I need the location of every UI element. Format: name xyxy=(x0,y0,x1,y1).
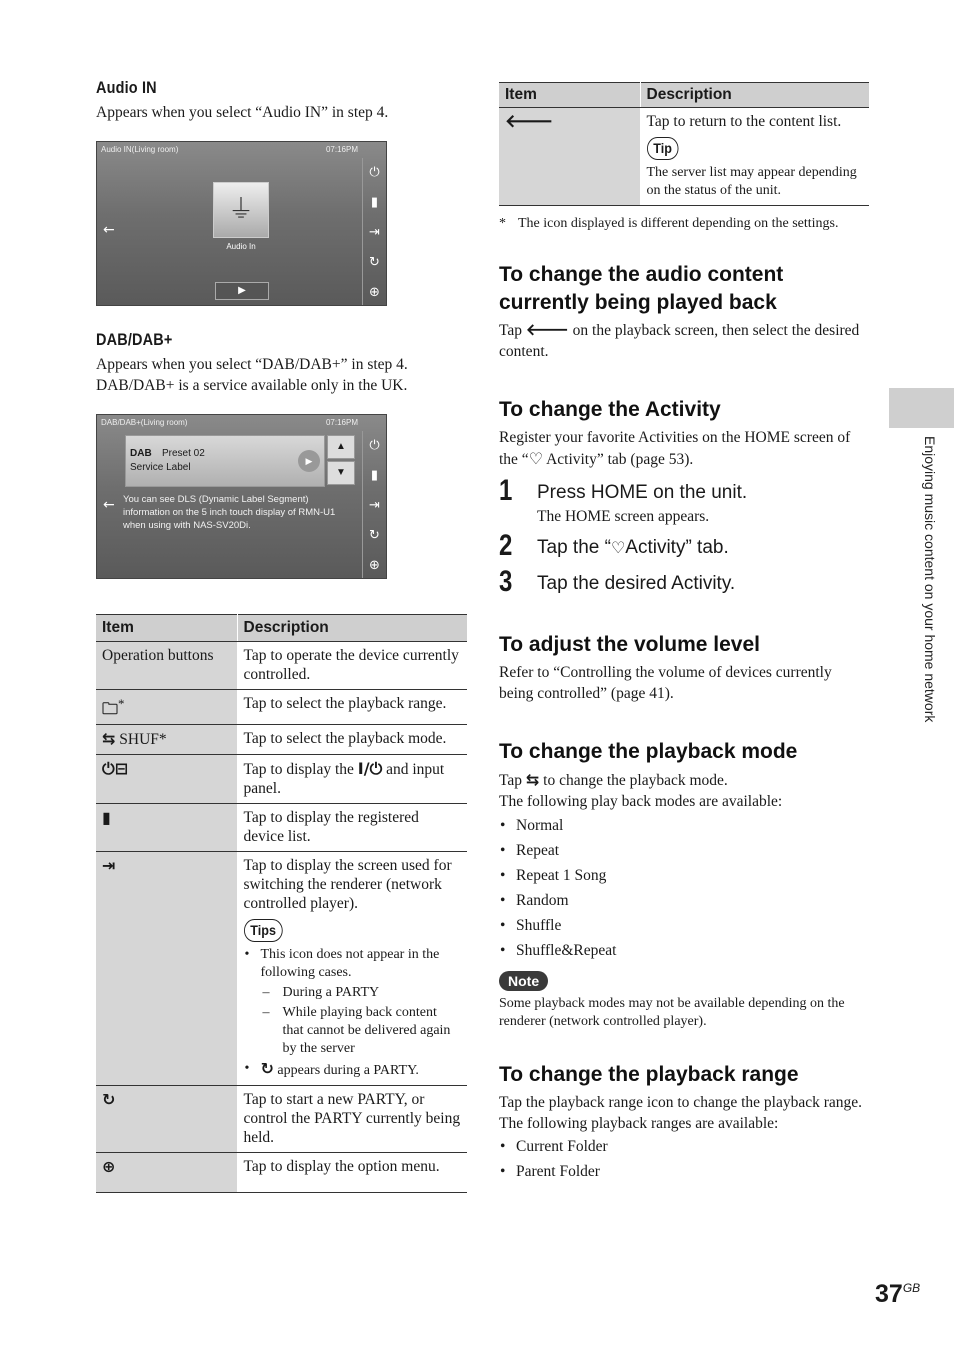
list-item: • ↻ appears during a PARTY. xyxy=(244,1060,462,1080)
activity-text: Register your favorite Activities on the HOME screen of the “♡ Activity” tab (page 53). xyxy=(499,429,851,468)
list-item: • Shuffle&Repeat xyxy=(499,938,869,963)
note-text: Some playback modes may not be available depending on the renderer (network controlled player). xyxy=(499,996,845,1029)
renderer-icon: ⇥ xyxy=(102,856,116,876)
list-item: • Parent Folder xyxy=(499,1159,869,1184)
audio-in-icon: ⏚ xyxy=(213,182,269,238)
playback-range-heading: To change the playback range xyxy=(499,1063,799,1086)
back-arrow-icon[interactable]: ← xyxy=(103,497,115,513)
audio-content-text: Tap 🡐 on the playback screen, then select the desired content. xyxy=(499,320,860,360)
row-item: * xyxy=(118,696,125,711)
device-list-icon[interactable]: ▮ xyxy=(370,195,379,210)
audio-content-heading: To change the audio content currently being played back xyxy=(499,263,784,314)
tip-badge: Tip xyxy=(647,137,678,160)
preset-up-button[interactable]: ▲ xyxy=(327,435,355,459)
row-desc: Tap to operate the device currently controlled. xyxy=(237,642,467,690)
list-item: • Current Folder xyxy=(499,1134,869,1159)
footnote: * The icon displayed is different depending on the settings. xyxy=(499,216,839,231)
left-column xyxy=(96,78,468,123)
party-icon: ↻ xyxy=(102,1090,116,1110)
table-row xyxy=(96,804,467,852)
playback-mode-list xyxy=(499,813,869,963)
section-tab-label: Enjoying music content on your home network xyxy=(922,436,938,723)
dab-screenshot xyxy=(96,414,387,579)
dab-play-button[interactable]: ▶ xyxy=(298,450,320,472)
dab-text: Appears when you select “DAB/DAB+” in step 4. DAB/DAB+ is a service available only in the UK. xyxy=(96,356,408,394)
playback-range-text: Tap the playback range icon to change the playback range. xyxy=(499,1094,863,1111)
tip-text: The server list may appear depending on the status of the unit. xyxy=(646,165,857,198)
row-item: Operation buttons xyxy=(96,642,237,690)
row-desc: Tap to start a new PARTY, or control the PARTY currently being held. xyxy=(237,1086,467,1153)
row-desc: Tap to display the screen used for switching the renderer (network controlled player). xyxy=(243,857,452,913)
renderer-icon[interactable]: ⇥ xyxy=(369,225,380,240)
shuffle-icon: ⇆ xyxy=(525,770,540,789)
back-arrow-icon[interactable]: ← xyxy=(103,222,115,238)
row-desc: Tap to select the playback mode. xyxy=(237,725,467,755)
dab-preset: Preset 02 xyxy=(162,448,205,459)
activity-heading: To change the Activity xyxy=(499,398,721,421)
row-desc: Tap to display the option menu. xyxy=(237,1153,467,1193)
screen-time: 07:16PM xyxy=(325,418,358,427)
dab-station-panel xyxy=(125,435,325,487)
option-icon[interactable]: ⊕ xyxy=(369,285,380,300)
table-row xyxy=(96,690,467,725)
audio-in-heading: Audio IN xyxy=(96,78,157,97)
folder-icon: 🗀 xyxy=(102,699,119,719)
screen-title: Audio IN(Living room) xyxy=(101,145,179,154)
note-badge: Note xyxy=(499,971,548,991)
audio-in-text: Appears when you select “Audio IN” in step 4. xyxy=(96,104,389,121)
table-row xyxy=(499,108,869,206)
party-renderer-icon: ↻ xyxy=(260,1059,274,1079)
option-icon[interactable]: ⊕ xyxy=(369,558,380,573)
option-menu-icon: ⊕ xyxy=(102,1157,116,1177)
list-item: • Normal xyxy=(499,813,869,838)
screen-title: DAB/DAB+(Living room) xyxy=(101,418,188,427)
playback-mode-text: Tap ⇆ to change the playback mode. xyxy=(499,770,728,789)
renderer-icon[interactable]: ⇥ xyxy=(369,498,380,513)
col-item-header: Item xyxy=(499,83,640,108)
list-item: • Repeat 1 Song xyxy=(499,863,869,888)
heart-icon: ♡ xyxy=(610,538,626,557)
device-list-icon: ▮ xyxy=(102,808,111,828)
step-3: 3 Tap the desired Activity. xyxy=(499,565,736,598)
device-list-icon[interactable]: ▮ xyxy=(370,468,379,483)
play-button[interactable]: ▶ xyxy=(215,282,269,300)
col-desc-header: Description xyxy=(237,615,467,642)
volume-text: Refer to “Controlling the volume of devices currently being controlled” (page 41). xyxy=(499,664,832,702)
table-row xyxy=(96,755,467,804)
step-2: 2 Tap the “♡Activity” tab. xyxy=(499,529,729,562)
dab-service: Service Label xyxy=(130,462,191,473)
dab-section xyxy=(96,330,468,396)
table-row xyxy=(96,1086,467,1153)
row-desc: Tap to select the playback range. xyxy=(237,690,467,725)
right-column xyxy=(499,82,869,1184)
row-desc: Tap to return to the content list. xyxy=(646,113,842,130)
power-input-icon[interactable]: ⏻ xyxy=(369,165,380,180)
back-arrow-icon: 🡐 xyxy=(525,320,569,339)
left-item-table xyxy=(96,614,467,1193)
table-row xyxy=(96,1153,467,1193)
heart-icon: ♡ xyxy=(528,449,544,468)
tips-badge: Tips xyxy=(244,919,282,942)
list-item: • This icon does not appear in the following cases. – During a PARTY – While playing back content that cannot be delivered again by the server xyxy=(244,946,462,1058)
row-desc-end: and input panel. xyxy=(243,761,445,798)
playback-range-list xyxy=(499,1134,869,1184)
dab-dls-text: You can see DLS (Dynamic Label Segment) information on the 5 inch touch display of RMN-U1 when using with NAS-SV20Di. xyxy=(123,494,336,531)
party-icon[interactable]: ↻ xyxy=(369,528,380,543)
col-desc-header: Description xyxy=(640,83,869,108)
back-arrow-icon: 🡐 xyxy=(505,111,554,132)
right-item-table xyxy=(499,82,869,206)
section-tab xyxy=(889,388,954,428)
screen-time: 07:16PM xyxy=(325,145,358,154)
party-icon[interactable]: ↻ xyxy=(369,255,380,270)
row-item: SHUF* xyxy=(119,731,167,749)
power-standby-icon: I/⏻ xyxy=(357,759,383,779)
table-row xyxy=(96,852,467,1086)
row-desc: Tap to display the registered device list. xyxy=(237,804,467,852)
power-input-icon: ⏻⊟ xyxy=(102,759,129,779)
list-item: • Random xyxy=(499,888,869,913)
dab-logo: DAB xyxy=(130,448,152,459)
list-item: • Repeat xyxy=(499,838,869,863)
row-desc: Tap to display the xyxy=(243,761,358,779)
preset-down-button[interactable]: ▼ xyxy=(327,461,355,485)
playback-mode-text2: The following play back modes are available: xyxy=(499,793,783,810)
playback-mode-heading: To change the playback mode xyxy=(499,740,798,763)
col-item-header: Item xyxy=(96,615,237,642)
audio-in-label: Audio In xyxy=(226,242,256,251)
page-number: $37^{GB}$ xyxy=(875,1280,921,1308)
table-row xyxy=(96,642,467,690)
list-item: – While playing back content that cannot be delivered again by the server xyxy=(261,1004,462,1058)
audio-in-screenshot xyxy=(96,141,387,306)
list-item: – During a PARTY xyxy=(261,984,462,1002)
playback-range-text2: The following playback ranges are available: xyxy=(499,1115,779,1132)
step-1: 1 Press HOME on the unit. The HOME screen appears. xyxy=(499,474,748,525)
list-item: • Shuffle xyxy=(499,913,869,938)
dab-heading: DAB/DAB+ xyxy=(96,330,173,349)
volume-heading: To adjust the volume level xyxy=(499,633,761,656)
shuffle-icon: ⇆ xyxy=(102,729,116,749)
table-row xyxy=(96,725,467,755)
power-input-icon[interactable]: ⏻ xyxy=(369,438,380,453)
